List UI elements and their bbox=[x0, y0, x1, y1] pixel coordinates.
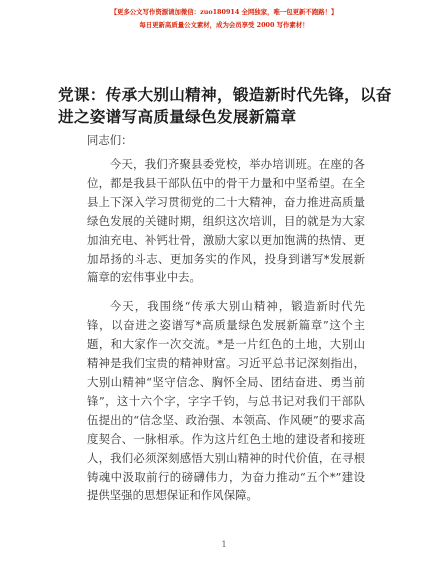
promo-banner-line-2: 每日更新高质量公文素材，成为会员享受 2000 写作素材！ bbox=[139, 21, 309, 29]
document-body bbox=[87, 155, 365, 515]
promo-banner-line-1: 【更多公文写作资源请加微信：zuo180914 全网独家，唯一包更新不跑路！】 bbox=[110, 8, 338, 16]
page-number: 1 bbox=[221, 540, 227, 549]
greeting: 同志们： bbox=[87, 133, 133, 147]
document-title: 党课：传承大别山精神，锻造新时代先锋，以奋进之姿谱写高质量绿色发展新篇章 bbox=[58, 85, 392, 126]
body-paragraph: 今天，我围绕“传承大别山精神，锻造新时代先锋，以奋进之姿谱写*高质量绿色发展新篇章”这个主题，和大家作一次交流。*是一片红色的土地，大别山精神是我们宝贵的精神财富。习近平总书记深刻指出，大别山精神“坚守信念、胸怀全局、团结奋进、勇当前锋”，这十六个字，字字千钧，与总书记对我们干部队伍提出的“信念坚、政治强、本领高、作风硬”的要求高度契合、一脉相承。作为这片红色土地的建设者和接班人，我们必须深刻感悟大别山精神的时代价值，在寻根铸魂中汲取前行的磅礴伟力，为奋力推动“五个*”建设提供坚强的思想保证和作风保障。 bbox=[87, 299, 365, 503]
body-paragraph: 今天，我们齐聚县委党校，举办培训班。在座的各位，都是我县干部队伍中的骨干力量和中坚希望。在全县上下深入学习贯彻党的二十大精神，奋力推进高质量绿色发展的关键时期，组织这次培训，目的就是为大家加油充电、补钙壮骨，激励大家以更加饱满的热情、更加昂扬的斗志、更加务实的作风，投身到谱写*发展新篇章的宏伟事业中去。 bbox=[87, 157, 365, 285]
promo-banner bbox=[0, 6, 448, 32]
